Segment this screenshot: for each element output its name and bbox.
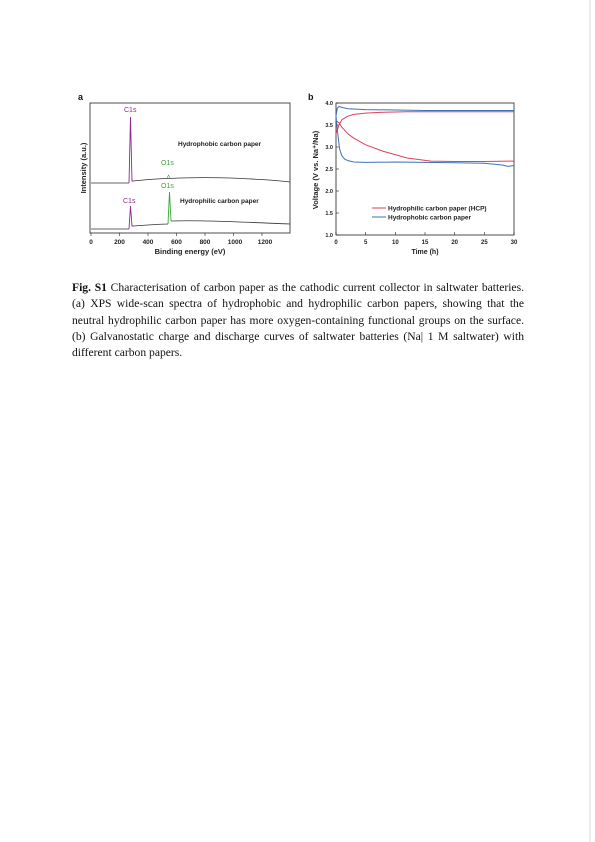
hydrophobic-c1s-peak [129, 117, 133, 183]
y-tick-label: 2.0 [325, 189, 333, 195]
x-tick-label: 30 [510, 240, 518, 246]
panel-b-xlabel: Time (h) [411, 249, 439, 256]
x-tick-label: 1200 [257, 239, 273, 246]
caption-label: Fig. S1 [72, 281, 107, 294]
x-tick-label: 25 [480, 240, 488, 246]
x-tick-label: 200 [114, 239, 125, 246]
x-tick-label: 1000 [227, 239, 243, 246]
o1s-top-label: O1s [161, 160, 174, 167]
panel-b-label: b [308, 92, 314, 102]
panel-a [78, 92, 290, 256]
x-tick-label: 0 [89, 239, 93, 246]
o1s-bottom-label: O1s [161, 183, 174, 190]
hydrophobic-curve-label: Hydrophobic carbon paper [178, 141, 262, 148]
x-tick-label: 600 [171, 239, 182, 246]
c1s-bottom-label: C1s [123, 198, 136, 205]
panel-b-ticks [325, 101, 518, 246]
panel-a-ylabel: Intensity (a.u.) [79, 142, 88, 194]
caption-line: neutral hydrophilic carbon paper has more oxygen-containing functional groups on the surface. [72, 313, 524, 327]
panel-a-xlabel: Binding energy (eV) [154, 247, 226, 256]
c1s-top-label: C1s [124, 107, 137, 114]
x-tick-label: 800 [199, 239, 211, 246]
series-line-hcp-discharge [336, 121, 514, 162]
figure-s1 [0, 0, 595, 270]
legend-label-hydrophobic: Hydrophobic carbon paper [388, 214, 472, 222]
x-tick-label: 10 [391, 240, 399, 246]
caption-text: Characterisation of carbon paper as the cathodic current collector in saltwater batteries. [106, 281, 524, 294]
series-line-hcp-charge [336, 112, 514, 134]
x-tick-label: 0 [334, 240, 338, 246]
y-tick-label: 2.5 [325, 167, 333, 173]
caption-line: (a) XPS wide-scan spectra of hydrophobic and hydrophilic carbon papers, showing that the [72, 297, 524, 311]
panel-b [308, 92, 518, 256]
y-tick-label: 3.0 [325, 145, 333, 151]
x-tick-label: 15 [421, 240, 429, 246]
x-tick-label: 400 [142, 239, 154, 246]
panel-b-legend [372, 206, 487, 222]
hydrophilic-spectrum-baseline [91, 221, 290, 229]
panel-b-ylabel: Voltage (V vs. Na⁺/Na) [311, 130, 320, 210]
panel-a-frame [90, 103, 290, 233]
hydrophobic-o1s-peak [167, 175, 170, 178]
x-tick-label: 5 [363, 240, 368, 246]
series-line-hydrophobic-discharge [336, 116, 514, 166]
caption-line: (b) Galvanostatic charge and discharge curves of saltwater batteries (Na| 1 M saltwater) with [72, 329, 524, 343]
hydrophobic-spectrum-baseline [91, 178, 290, 183]
panel-a-xticks [89, 233, 272, 246]
panel-a-label: a [78, 92, 84, 102]
y-tick-label: 1.5 [325, 211, 333, 217]
figure-caption [72, 280, 524, 361]
hydrophilic-c1s-peak [129, 206, 134, 229]
y-tick-label: 4.0 [325, 101, 333, 107]
y-tick-label: 3.5 [325, 123, 333, 129]
legend-label-hcp: Hydrophilic carbon paper (HCP) [388, 205, 487, 213]
y-tick-label: 1.0 [325, 233, 333, 239]
x-tick-label: 20 [451, 240, 459, 246]
hydrophilic-o1s-peak [168, 192, 171, 224]
caption-line: different carbon papers. [72, 346, 183, 360]
hydrophilic-curve-label: Hydrophilic carbon paper [180, 198, 259, 205]
panel-b-series [336, 107, 514, 167]
caption-line [72, 280, 524, 296]
